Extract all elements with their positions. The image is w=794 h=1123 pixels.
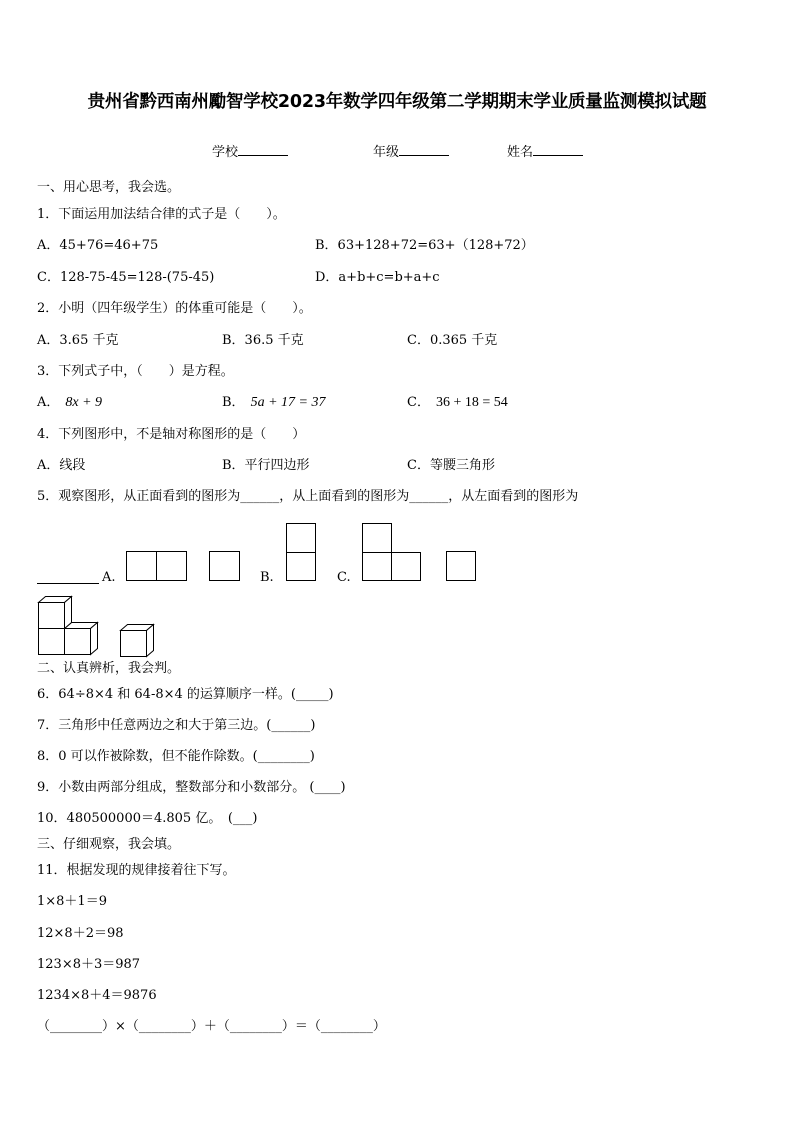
grade-field[interactable]: [373, 141, 449, 160]
q5-option-c-shape: [362, 523, 424, 583]
q5-option-c-label[interactable]: C.: [337, 570, 351, 585]
q5-option-c-side-shape: [446, 551, 478, 583]
name-blank[interactable]: [533, 143, 583, 156]
single-cube-figure: [120, 624, 156, 658]
grade-blank[interactable]: [399, 143, 449, 156]
school-blank[interactable]: [238, 143, 288, 156]
q5-stem: 5．观察图形，从正面看到的图形为______，从上面看到的图形为______，从左面看到的图形为: [37, 489, 579, 504]
q2-option-c[interactable]: C．0.365 千克: [407, 333, 498, 348]
q8: 8．0 可以作被除数，但不能作除数。(________): [37, 749, 315, 764]
q3-b-expression: 5a + 17 = 37: [250, 395, 326, 410]
q2-option-b[interactable]: B．36.5 千克: [222, 333, 304, 348]
q3-c-expression: 36 + 18 = 54: [435, 395, 508, 410]
section-1-heading: 一、用心思考，我会选。: [37, 180, 181, 195]
name-field[interactable]: [507, 141, 583, 160]
q5-option-a-label[interactable]: A.: [102, 570, 116, 585]
q1-stem: 1．下面运用加法结合律的式子是（ ）。: [37, 207, 286, 222]
q1-option-c[interactable]: C．128-75-45=128-(75-45): [37, 270, 215, 285]
q5-option-b-shape: [286, 523, 318, 583]
q1-option-b[interactable]: B．63+128+72=63+（128+72）: [315, 238, 534, 253]
q11-line-2: 12×8＋2＝98: [37, 926, 124, 941]
grade-label: 年级: [373, 145, 400, 160]
cube-stack-figure: [38, 596, 100, 658]
section-2-heading: 二、认真辨析，我会判。: [37, 661, 181, 676]
q3-option-a[interactable]: [37, 395, 102, 411]
q11-line-3: 123×8＋3＝987: [37, 957, 141, 972]
q5-answer-blank[interactable]: [37, 583, 99, 584]
name-label: 姓名: [507, 145, 534, 160]
school-field[interactable]: [212, 141, 288, 160]
q1-option-a[interactable]: A．45+76=46+75: [37, 238, 159, 253]
q3-c-label: C．: [407, 395, 430, 410]
q11-line-4: 1234×8＋4＝9876: [37, 988, 157, 1003]
q4-option-a[interactable]: A．线段: [37, 458, 86, 473]
q11-line-1: 1×8＋1＝9: [37, 894, 107, 909]
q3-a-label: A．: [37, 395, 60, 410]
q3-stem: 3．下列式子中，（ ）是方程。: [37, 364, 234, 379]
q9: 9．小数由两部分组成，整数部分和小数部分。 (____): [37, 780, 346, 795]
q11-stem: 11．根据发现的规律接着往下写。: [37, 863, 236, 878]
q3-a-expression: 8x + 9: [65, 395, 103, 410]
q3-option-c[interactable]: [407, 395, 508, 411]
q2-option-a[interactable]: A．3.65 千克: [37, 333, 119, 348]
q3-option-b[interactable]: [222, 395, 325, 411]
q11-answer-blanks[interactable]: （________）×（________）＋（________）＝（________）: [37, 1019, 386, 1034]
page-title: 贵州省黔西南州勵智学校2023年数学四年级第二学期期末学业质量监测模拟试题: [87, 92, 707, 112]
q5-option-a-side-shape: [209, 551, 241, 583]
q6: 6．64÷8×4 和 64-8×4 的运算顺序一样。(_____): [37, 687, 334, 702]
q4-option-c[interactable]: C．等腰三角形: [407, 458, 495, 473]
q4-stem: 4．下列图形中，不是轴对称图形的是（ ）: [37, 427, 306, 442]
q4-option-b[interactable]: B．平行四边形: [222, 458, 310, 473]
q10: 10．480500000＝4.805 亿。 (___): [37, 811, 258, 826]
section-3-heading: 三、仔细观察，我会填。: [37, 837, 181, 852]
q1-option-d[interactable]: D．a+b+c=b+a+c: [315, 270, 440, 285]
q5-option-b-label[interactable]: B.: [260, 570, 274, 585]
q7: 7．三角形中任意两边之和大于第三边。(______): [37, 718, 316, 733]
school-label: 学校: [212, 145, 239, 160]
q2-stem: 2．小明（四年级学生）的体重可能是（ ）。: [37, 301, 312, 316]
q3-b-label: B．: [222, 395, 245, 410]
q5-option-a-shape: [126, 551, 188, 583]
